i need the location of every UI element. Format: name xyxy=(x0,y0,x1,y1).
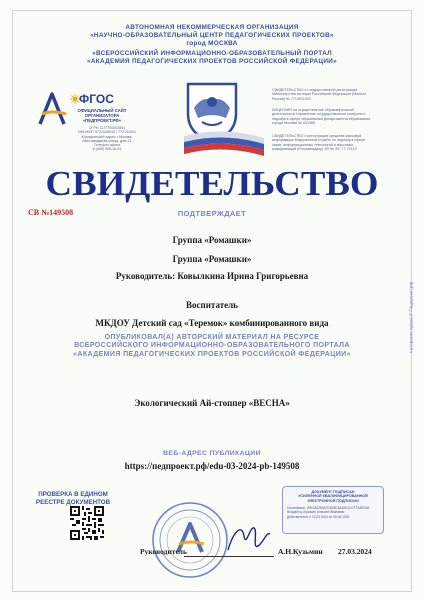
group-name: Группа «Ромашки» xyxy=(172,254,252,264)
director-label: Руководитель xyxy=(140,547,187,556)
media-registration-info: СВИДЕТЕЛЬСТВО о регистрации средства массовой информации Федеральной службы по надзору в сфере связи, информационных технологий и массовых коммуникаций (Роскомнадзор) ЭЛ № ФС 77-72413 xyxy=(272,134,366,151)
e-signature-owner: Владелец: Кузьмин Алексей Иванович xyxy=(287,510,345,515)
e-signature-line-2: УСИЛЕННОЙ КВАЛИФИЦИРОВАННОЙ xyxy=(298,494,368,499)
certificate-title: СВИДЕТЕЛЬСТВО xyxy=(45,164,379,203)
fgos-detail: Телефон офиса xyxy=(93,143,121,148)
round-seal-icon xyxy=(150,500,230,580)
material-title: Экологический Ай-стоппер «ВЕСНА» xyxy=(134,398,290,408)
fgos-details xyxy=(62,126,152,152)
issue-date: 27.03.2024 xyxy=(338,547,372,556)
fgos-subtitle xyxy=(72,108,132,123)
fgos-detail: ОГРН 1177700003851 xyxy=(88,126,126,130)
fgos-title: ФГОС xyxy=(79,92,114,106)
published-line-1: ОПУБЛИКОВАЛ(А) АВТОРСКИЙ МАТЕРИАЛ НА РЕСУРСЕ xyxy=(104,334,320,341)
web-address-label: ВЕБ-АДРЕС ПУБЛИКАЦИИ xyxy=(163,450,261,457)
certificate-number: СВ №149508 xyxy=(28,208,74,217)
published-line-3: «АКАДЕМИЯ ПЕДАГОГИЧЕСКИХ ПРОЕКТОВ РОССИЙСКОЙ ФЕДЕРАЦИИ» xyxy=(73,350,351,358)
e-signature-box xyxy=(282,486,384,534)
registry-line-2: РЕЕСТРЕ ДОКУМЕНТОВ xyxy=(35,498,111,506)
fgos-subtitle-2: ОРГАНИЗАТОРА xyxy=(84,113,120,118)
header-line-4: «ВСЕРОССИЙСКИЙ ИНФОРМАЦИОННО-ОБРАЗОВАТЕЛЬНЫЙ ПОРТАЛ xyxy=(92,50,332,57)
director-name: А.Н.Кузьмин xyxy=(278,547,323,556)
registry-line-1: ПРОВЕРКА В ЕДИНОМ xyxy=(38,491,108,498)
license-info: ЛИЦЕНЗИЯ на осуществление образовательной деятельности Управление государственного контроля и надзора в сфере образования Департамента образования города Москвы № 041985 xyxy=(272,108,371,125)
fgos-detail: ИНН/КПП 9721048016 / 772101001 xyxy=(77,130,136,135)
group-name: Группа «Ромашки» xyxy=(172,235,252,245)
fgos-detail: 8 (495) 965-16-53 xyxy=(92,147,122,152)
registry-label xyxy=(28,491,118,506)
flag-ribbon-icon xyxy=(184,128,264,160)
header-line-1: АВТОНОМНАЯ НЕКОММЕРЧЕСКАЯ ОРГАНИЗАЦИЯ xyxy=(125,24,299,31)
header-line-3: город МОСКВА xyxy=(186,40,238,47)
e-signature-line-1: ДОКУМЕНТ ПОДПИСАН xyxy=(311,490,355,494)
confirms-label: ПОДТВЕРЖДАЕТ xyxy=(177,209,247,218)
header-line-2: «НАУЧНО-ОБРАЗОВАТЕЛЬНЫЙ ЦЕНТР ПЕДАГОГИЧЕСКИХ ПРОЕКТОВ» xyxy=(90,32,334,39)
published-line-2: ВСЕРОССИЙСКОГО ИНФОРМАЦИОННО-ОБРАЗОВАТЕЛЬНОГО ПОРТАЛА xyxy=(74,342,350,350)
qr-code-icon[interactable] xyxy=(70,506,104,540)
handwritten-signature-icon xyxy=(224,520,274,556)
fgos-detail: Юридический адрес: г.Москва, xyxy=(81,134,133,139)
publication-url[interactable]: https://педпроект.рф/edu-03-2024-pb-149508 xyxy=(124,461,300,471)
side-copyright-text: Авторские права © Педпроект.рф xyxy=(408,281,414,354)
e-signature-cert: Сертификат: 00E1A0280A7C6E8D3A1B01CCF7A3ED48 xyxy=(287,506,370,511)
side-copyright-wrapper xyxy=(406,240,416,400)
e-signature-valid: Действителен: с 12.03.2024 по 05.06.2025 xyxy=(287,514,350,519)
position: Воспитатель xyxy=(186,300,238,310)
published-statement xyxy=(0,334,424,359)
fgos-subtitle-3: «ПЕДПРОЕКТ.РФ» xyxy=(82,118,122,123)
header-line-5: «АКАДЕМИЯ ПЕДАГОГИЧЕСКИХ ПРОЕКТОВ РОССИЙСКОЙ ФЕДЕРАЦИИ» xyxy=(86,58,338,65)
e-signature-line-3: ЭЛЕКТРОННОЙ ПОДПИСЬЮ xyxy=(307,498,359,503)
registration-info: СВИДЕТЕЛЬСТВО о государственной регистрации Министерства юстиции Российской Федерации (Минюст России) № 7714011453 xyxy=(272,88,367,101)
academy-logo-icon xyxy=(36,92,68,126)
signature-line xyxy=(184,556,274,557)
fgos-subtitle-1: ОФИЦИАЛЬНЫЙ САЙТ xyxy=(77,108,127,113)
fgos-detail: Автозаводская улица, дом 21 xyxy=(82,138,132,143)
organization: МКДОУ Детский сад «Теремок» комбинированного вида xyxy=(95,318,329,328)
leader-name: Руководитель: Ковылкина Ирина Григорьевна xyxy=(115,271,309,281)
